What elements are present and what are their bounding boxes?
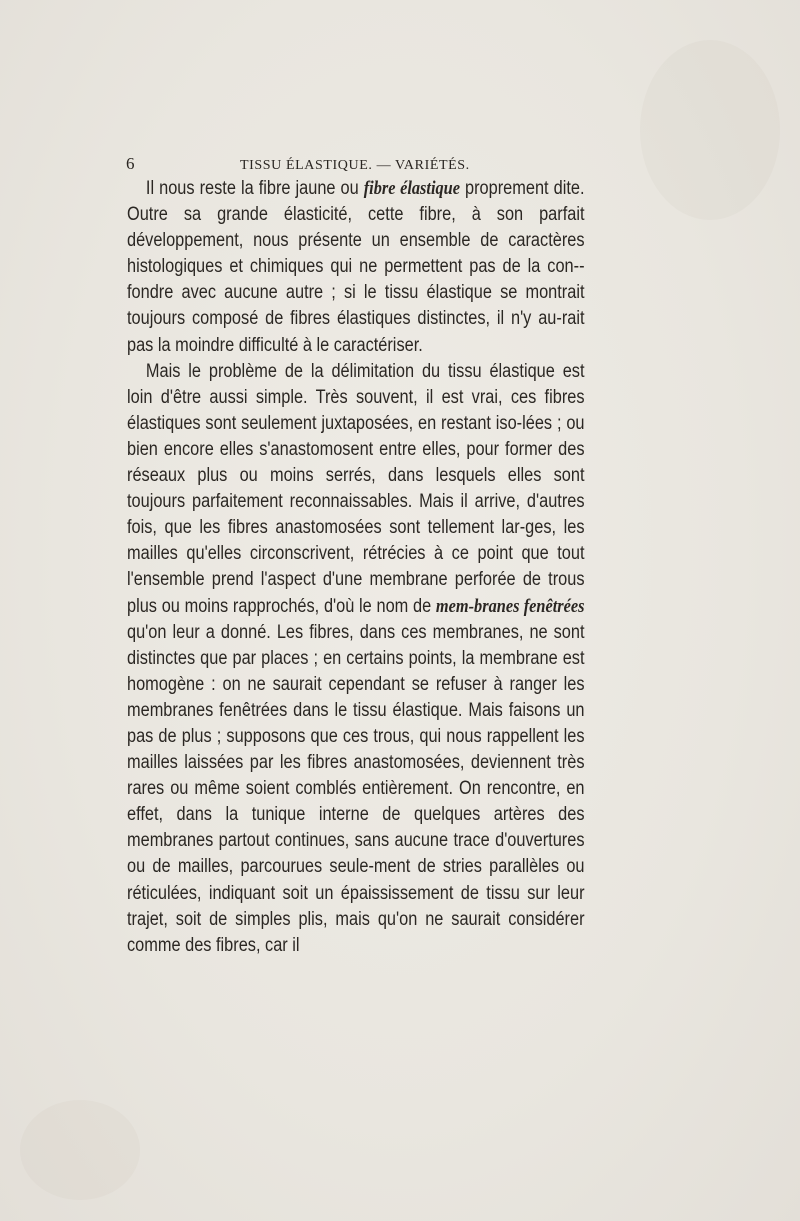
paragraph bbox=[127, 359, 585, 959]
text-run: qu'on leur a donné. Les fibres, dans ces membranes, ne sont distinctes que par places ; en certains points, la membrane est homogène : on ne saurait cependant se refuser à ranger les membranes fenêtrées dans le tissu élastique. Mais faisons un pas de plus ; supposons que ces trous, qui nous rappellent les mailles laissées par les fibres anastomosées, deviennent très rares ou même soient comblés entièrement. On rencontre, en effet, dans la tunique interne de quelques artères des membranes partout continues, sans aucune trace d'ouvertures ou de mailles, parcourues seule-ment de stries parallèles ou réticulées, indiquant soit un épaississement de tissu sur leur trajet, soit de simples plis, mais qu'on ne saurait considérer comme des fibres, car il bbox=[127, 621, 585, 956]
text-run: Mais le problème de la délimitation du tissu élastique est loin d'être aussi simple. Très souvent, il est vrai, ces fibres élastiques sont seulement juxtaposées, en restant iso-lées ; ou bien encore elles s'anastomosent entre elles, pour former des réseaux plus ou moins serrés, dans lesquels elles sont toujours parfaitement reconnaissables. Mais il arrive, d'autres fois, que les fibres anastomosées sont tellement lar-ges, les mailles qu'elles circonscrivent, rétrécies à ce point que tout l'ensemble prend l'aspect d'une membrane perforée de trous plus ou moins rapprochés, d'où le nom de bbox=[127, 360, 585, 617]
body-text bbox=[127, 176, 585, 959]
paper-stain bbox=[640, 40, 780, 220]
italic-term: mem-branes fenêtrées bbox=[435, 595, 585, 617]
paragraph bbox=[127, 176, 585, 359]
running-head-title: TISSU ÉLASTIQUE. — VARIÉTÉS. bbox=[240, 158, 470, 173]
paper-stain bbox=[20, 1100, 140, 1200]
text-run: proprement dite. Outre sa grande élasticité, cette fibre, à son parfait développement, nous présente un ensemble de caractères histologiques et chimiques qui ne permettent pas de la con-fondre avec aucune autre ; si le tissu élastique se montrait toujours composé de fibres élastiques distinctes, il n'y au-rait pas la moindre difficulté à le caractériser. bbox=[127, 178, 585, 356]
italic-term: fibre élastique bbox=[363, 178, 460, 199]
text-run: Il nous reste la fibre jaune ou bbox=[145, 178, 364, 199]
page-number: 6 bbox=[126, 154, 135, 173]
